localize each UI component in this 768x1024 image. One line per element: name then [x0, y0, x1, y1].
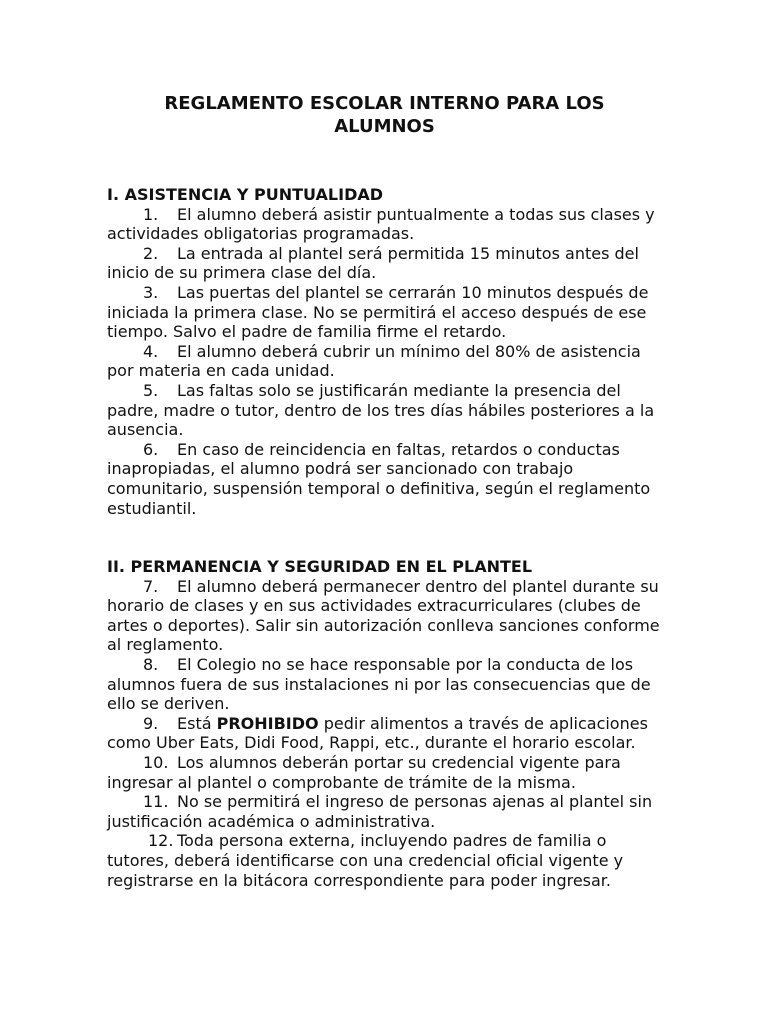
rule-text-after: pedir alimentos a través de aplicaciones como Uber Eats, Didi Food, Rappi, etc., durante el horario escolar.: [107, 713, 648, 753]
rule-item: [107, 381, 662, 440]
rule-number: 10.: [143, 753, 169, 773]
rule-text-before: Está: [177, 713, 217, 733]
rule-item: [107, 655, 662, 714]
rules-list-asistencia: [107, 205, 662, 519]
rule-item: [107, 792, 662, 831]
document-title: REGLAMENTO ESCOLAR INTERNO PARA LOS ALUMNOS: [164, 93, 605, 137]
rule-item: [107, 440, 662, 518]
rule-item: [107, 342, 662, 381]
rule-item: [107, 714, 662, 753]
rule-text: En caso de reincidencia en faltas, retardos o conductas inapropiadas, el alumno podrá ser sancionado con trabajo comunitario, suspensión temporal o definitiva, según el reglamento estudiantil.: [107, 439, 651, 518]
rule-number: 11.: [143, 792, 169, 812]
rule-number: 1.: [143, 204, 159, 224]
rule-number: 8.: [143, 655, 159, 675]
rule-number: 4.: [143, 341, 159, 361]
section-heading-permanencia: II. PERMANENCIA Y SEGURIDAD EN EL PLANTEL: [107, 557, 533, 577]
rule-text: El alumno deberá cubrir un mínimo del 80% de asistencia por materia en cada unidad.: [107, 341, 641, 381]
rule-text: El alumno deberá asistir puntualmente a todas sus clases y actividades obligatorias programadas.: [107, 204, 655, 244]
rule-text: El alumno deberá permanecer dentro del plantel durante su horario de clases y en sus actividades extracurriculares (clubes de artes o deportes). Salir sin autorización conlleva sanciones conforme al reglamento.: [107, 576, 660, 655]
rule-item: [107, 283, 662, 342]
rule-text: Las faltas solo se justificarán mediante la presencia del padre, madre o tutor, dentro de los tres días hábiles posteriores a la ausencia.: [107, 380, 655, 440]
rules-list-permanencia: [107, 577, 662, 891]
rule-number: 3.: [143, 282, 159, 302]
rule-text: No se permitirá el ingreso de personas ajenas al plantel sin justificación académica o administrativa.: [107, 792, 653, 831]
rule-text: La entrada al plantel será permitida 15 minutos antes del inicio de su primera clase del día.: [107, 243, 639, 283]
rule-item: [107, 831, 662, 890]
rule-text: El Colegio no se hace responsable por la conducta de los alumnos fuera de sus instalaciones ni por las consecuencias que de ello se deriven.: [107, 655, 651, 714]
rule-text: Toda persona externa, incluyendo padres de familia o tutores, deberá identificarse con una credencial oficial vigente y registrarse en la bitácora correspondiente para poder ingresar.: [107, 831, 624, 890]
rule-text-emphasis: PROHIBIDO: [216, 713, 319, 733]
rule-item: [107, 753, 662, 792]
rule-number: 9.: [143, 713, 159, 733]
rule-item: [107, 205, 662, 244]
rule-text: Los alumnos deberán portar su credencial vigente para ingresar al plantel o comprobante de trámite de la misma.: [107, 753, 621, 792]
rule-item: [107, 244, 662, 283]
rule-number: 2.: [143, 243, 159, 263]
rule-item: [107, 577, 662, 655]
rule-number: 7.: [143, 576, 159, 596]
section-heading-asistencia: I. ASISTENCIA Y PUNTUALIDAD: [107, 185, 384, 204]
rule-number: 6.: [143, 439, 159, 459]
rule-number: 5.: [143, 380, 159, 400]
rule-text: Las puertas del plantel se cerrarán 10 minutos después de iniciada la primera clase. No se permitirá el acceso después de ese tiempo. Salvo el padre de familia firme el retardo.: [107, 282, 649, 342]
rule-number: 12.: [148, 831, 174, 851]
